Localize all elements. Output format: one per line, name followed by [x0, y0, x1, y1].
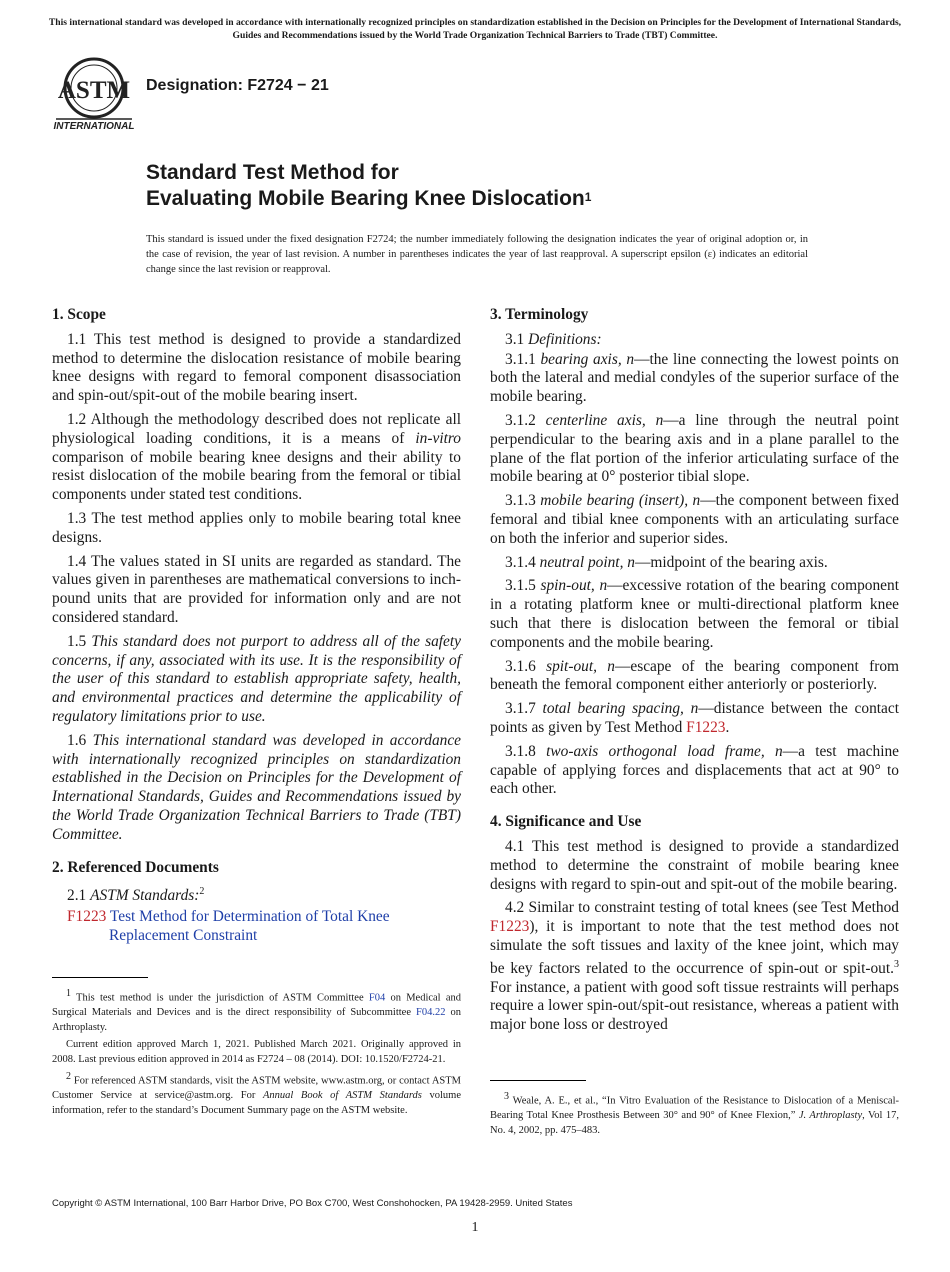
paragraph-4-2: 4.2 Similar to constraint testing of total knees (see Test Method F1223), it is important to note that the test method does not simulate the soft tissues and laxity of the knee joint, which may be key factors related to the occurrence of spin-out or spit-out.$^3$ For instance, a patient with good soft tissue restraints will perhaps require a lower spin-out/spit-out resistance, whereas a patient with major bone loss or destroyed	[490, 899, 900, 1034]
title-line-2: Evaluating Mobile Bearing Knee Dislocation$^1$	[146, 187, 592, 210]
page-number: 1	[471, 1220, 479, 1235]
f04-link[interactable]: F04	[368, 992, 386, 1004]
footnote-1: $^1$ This test method is under the jurisdiction of ASTM Committee F04 on Medical and Surgical Materials and Devices and is the direct responsibility of Subcommittee F04.22 on Arthroplasty.	[52, 988, 462, 1033]
reference-code-link[interactable]: F1223	[67, 908, 107, 926]
f04-22-link[interactable]: F04.22	[416, 1007, 446, 1018]
section-heading-scope: 1. Scope	[52, 306, 106, 323]
designation: Designation: F2724 − 21	[146, 77, 329, 94]
paragraph-2-1: 2.1 ASTM Standards:$^2$	[67, 886, 205, 905]
definition-spit-out: 3.1.6 spit-out, n—escape of the bearing component from beneath the femoral component either anteriorly or posteriorly.	[490, 657, 899, 694]
reference-f1223[interactable]	[52, 908, 461, 946]
paragraph-1-1: 1.1 This test method is designed to provide a standardized method to determine the dislocation resistance of mobile bearing knee designs with regard to femoral component disassociation and spin-out/spit-out of the mobile bearing insert.	[52, 330, 461, 405]
section-heading-terminology: 3. Terminology	[490, 306, 589, 323]
section-heading-referenced-documents: 2. Referenced Documents	[52, 858, 219, 876]
paragraph-1-5: 1.5 This standard does not purport to address all of the safety concerns, if any, associated with its use. It is the responsibility of the user of this standard to establish appropriate safety, health, and environmental practices and determine the applicability of regulatory limitations prior to use.	[52, 632, 461, 725]
footnote-1-edition: Current edition approved March 1, 2021. Published March 2021. Originally approved in 2008. Last previous edition approved in 2014 as F2724 – 08 (2014). DOI: 10.1520/F2724-21.	[52, 1039, 461, 1065]
definition-bearing-axis: 3.1.1 bearing axis, n—the line connecting the lowest points on both the lateral and medial condyles of the superior surface of the mobile bearing.	[490, 350, 899, 406]
paragraph-1-6: 1.6 This international standard was developed in accordance with internationally recognized principles on standardization established in the Decision on Principles for the Development of International Standards, Guides and Recommendations issued by the World Trade Organization Technical Barriers to Trade (TBT) Committee.	[52, 731, 461, 843]
definition-mobile-bearing: 3.1.3 mobile bearing (insert), n—the component between fixed femoral and tibial knee components with an articulating surface on both the inferior and superior sides.	[490, 492, 899, 547]
preamble: This standard is issued under the fixed designation F2724; the number immediately following the designation indicates the year of original adoption or, in the case of revision, the year of last revision. A number in parentheses indicates the year of last reapproval. A superscript epsilon (ε) indicates an editorial change since the last revision or reapproval.	[146, 234, 808, 275]
footnote-2: $^2$ For referenced ASTM standards, visit the ASTM website, www.astm.org, or contact ASTM Customer Service at service@astm.org. For Annual Book of ASTM Standards volume information, refer to the standard’s Document Summary page on the ASTM website.	[52, 1071, 461, 1116]
definition-3-1: 3.1 Definitions:	[505, 330, 602, 348]
f1223-link[interactable]: F1223	[686, 718, 726, 736]
definition-total-bearing-spacing: 3.1.7 total bearing spacing, n—distance between the contact points as given by Test Method F1223.	[490, 700, 899, 736]
paragraph-1-2: 1.2 Although the methodology described does not replicate all physiological loading conditions, it is a means of in-vitro comparison of mobile bearing knee designs and their ability to resist dislocation of the mobile bearing from the femoral or tibial components under stated test conditions.	[52, 410, 461, 504]
f1223-link[interactable]: F1223	[490, 918, 530, 936]
paragraph-1-3: 1.3 The test method applies only to mobile bearing total knee designs.	[52, 509, 461, 546]
definition-neutral-point: 3.1.4 neutral point, n—midpoint of the bearing axis.	[505, 553, 828, 571]
astm-logo	[52, 56, 136, 132]
definition-spin-out: 3.1.5 spin-out, n—excessive rotation of the bearing component in a rotating platform knee or multi-directional platform knee such that there is dislocation between the femoral or tibial components and the mobile bearing.	[490, 577, 899, 651]
left-column	[52, 306, 461, 946]
section-heading-significance: 4. Significance and Use	[490, 813, 642, 831]
top-notice: This international standard was developed in accordance with internationally recognized principles on standardization established in the Decision on Principles for the Development of International Standards, Guides and Recommendations issued by the World Trade Organization Technical Barriers to Trade (TBT) Committee.	[48, 17, 902, 41]
footnote-rule-left	[52, 977, 148, 978]
footnote-rule-right	[490, 1080, 586, 1081]
footnote-3: $^3$ Weale, A. E., et al., “In Vitro Evaluation of the Resistance to Dislocation of a Meniscal-Bearing Total Knee Prosthesis Between 30° and 90° of Knee Flexion,” J. Arthroplasty, Vol 17, No. 4, 2002, pp. 475–483.	[490, 1091, 900, 1136]
reference-title-link[interactable]: Test Method for Determination of Total Knee Replacement Constraint	[106, 908, 390, 945]
definition-two-axis-load-frame: 3.1.8 two-axis orthogonal load frame, n—a test machine capable of applying forces and displacements that act at 90° to each other.	[490, 742, 899, 798]
definition-centerline-axis: 3.1.2 centerline axis, n—a line through the neutral point perpendicular to the bearing axis and in a plane parallel to the plane of the flat portion of the inferior articulating surface of the mobile bearing at 0° posterior tibial slope.	[490, 411, 899, 486]
copyright-line: Copyright © ASTM International, 100 Barr Harbor Drive, PO Box C700, West Conshohocken, PA 19428-2959. United States	[52, 1198, 573, 1209]
paragraph-1-4: 1.4 The values stated in SI units are regarded as standard. The values given in parentheses are mathematical conversions to inch-pound units that are provided for information only and are not considered standard.	[52, 552, 461, 626]
footnotes-right	[490, 1090, 899, 1141]
document-title	[146, 160, 866, 212]
paragraph-4-1: 4.1 This test method is designed to provide a standardized method to determine the constraint of mobile bearing knee designs with regard to spin-out and spit-out of the mobile bearing.	[490, 837, 899, 893]
svg-text:INTERNATIONAL: INTERNATIONAL	[53, 121, 135, 132]
footnotes-left	[52, 987, 461, 1121]
right-column	[490, 306, 899, 1040]
svg-text:ASTM: ASTM	[57, 77, 131, 104]
title-line-1: Standard Test Method for	[146, 161, 399, 184]
title-footnote-mark: 1	[584, 190, 592, 204]
